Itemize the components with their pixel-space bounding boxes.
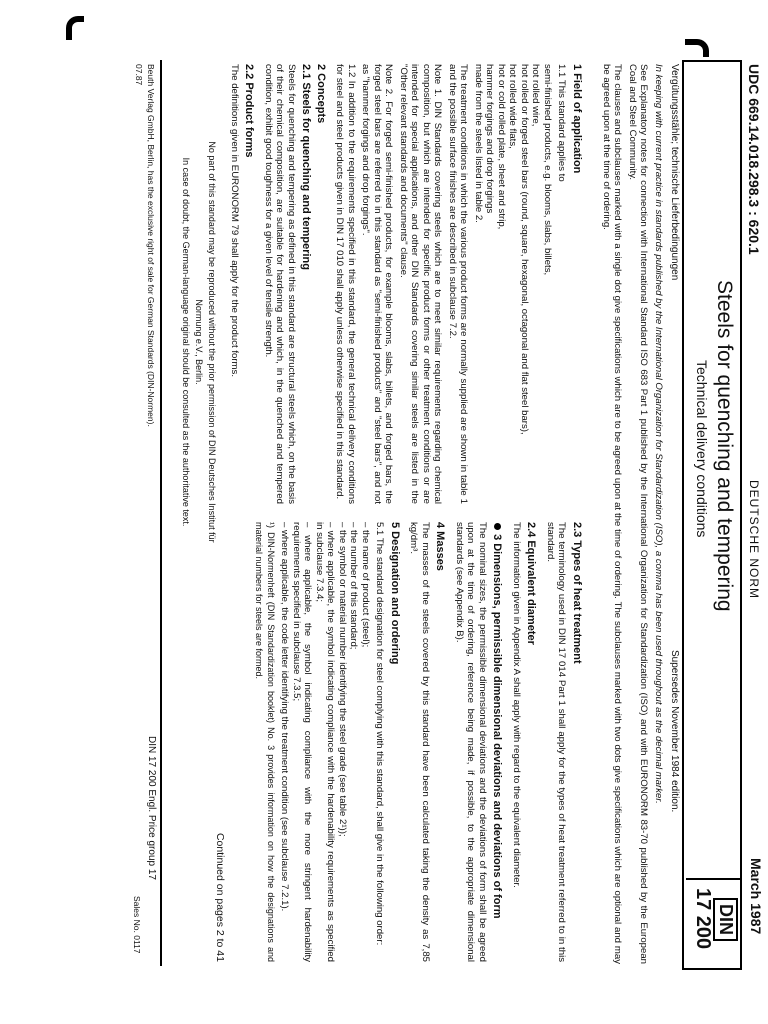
footnote: ¹) DIN-Normenheft (DIN Standardization booklet) No. 3 provides information on how the designations and material numbers for steels are formed. — [254, 522, 276, 962]
single-dot-marker — [494, 523, 501, 530]
notice-line-2: In case of doubt, the German-language original should be consulted as the authoritative text. — [181, 157, 191, 527]
subclause-2-3-title: 2.3 Types of heat treatment — [571, 522, 583, 664]
standard-document — [118, 60, 768, 970]
subclause-1-1: 1.1 This standard applies to — [556, 64, 568, 182]
subclause-2-3: The terminology used in DIN 17 014 Part 1 shall apply for the types of heat treatment referred to in this standard. — [545, 522, 568, 962]
designation-item: – where applicable, the symbol indicating compliance with the hardenability requirements as specified in subclause 7.3.4; — [314, 522, 337, 962]
column-left — [226, 64, 591, 504]
corner-mark-top-right — [685, 39, 709, 57]
section-3-body: The nominal sizes, the permissible dimensional deviations and the deviations of form shall be agreed upon at the time of ordering, reference being made, if possible, to the appropriate dimensional standards (see Appendix B). — [454, 522, 488, 962]
deutsche-norm-label: DEUTSCHE NORM — [747, 480, 761, 600]
product-item: hot rolled or forged steel bars (round, square, hexagonal, octagonal and flat steel bars), — [519, 64, 530, 435]
subclause-1-2: 1.2 In addition to the requirements specified in this standard, the general technical delivery conditions for steel and steel products given in DIN 17 010 shall apply unless otherwise specified in this standard. — [334, 64, 357, 504]
continued-note: Continued on pages 2 to 41 — [214, 832, 226, 962]
subclause-2-1-title: 2.1 Steels for quenching and tempering — [300, 64, 313, 270]
header-row — [744, 60, 764, 970]
corner-mark-top-left — [66, 16, 84, 40]
note-1: Note 1. DIN Standards covering steels which are to meet similar requirements regarding chemical composition, but which are intended for specific product forms or other treatment conditions or are intended for special applications, and other DIN Standards covering similar steels are listed in the "Other relevant standards and documents" clause. — [398, 64, 444, 504]
date-code: 07.87 — [134, 64, 144, 86]
product-item: hot rolled wide flats, — [507, 64, 519, 149]
section-4-title: 4 Masses — [434, 522, 447, 571]
footer-rule — [160, 60, 162, 966]
document-subtitle: Technical delivery conditions — [694, 360, 710, 538]
intro-clauses: The clauses and subclauses marked with a single dot give specifications which are to be agreed upon at the time of ordering. The subclauses marked with two dots give specifications which are optional and may be agreed upon at the time of ordering. — [601, 64, 624, 964]
note-2: Note 2. For forged semi-finished products, for example blooms, slabs, billets, and forged bars, the forged steel bars are referred to in this standard as "semi-finished products" and "steel bars", and not as "hammer forgings and drop forgings". — [360, 64, 395, 504]
intro-practice: In keeping with current practice in standards published by the International Organization for Standardization (ISO), a comma has been used throughout as the decimal marker. — [653, 64, 664, 804]
intro-block — [598, 64, 665, 964]
publication-date: March 1987 — [748, 858, 764, 935]
section-4-body: The masses of the steels covered by this standard have been calculated taking the density as 7,85 kg/dm³. — [408, 522, 431, 962]
designation-item: – the number of this standard; — [348, 522, 360, 650]
german-title: Vergütungsstähle; technische Lieferbedingungen — [669, 64, 680, 281]
designation-item: – where applicable, the symbol indicating compliance with the more stringent hardenability requirements specified in subclause 7.3.5; — [291, 522, 314, 962]
subclause-2-2: The definitions given in EURONORM 79 shall apply for the product forms. — [229, 64, 240, 378]
section-1-title: 1 Field of application — [571, 64, 583, 174]
product-item: hot or cold rolled plate, sheet and strip, — [496, 64, 507, 230]
subclause-2-4: The information given in Appendix A shall apply with regard to the equivalent diameter. — [511, 522, 522, 888]
section-2-title: 2 Concepts — [315, 64, 327, 124]
designation-item: – the name of product (steel); — [360, 522, 371, 648]
subclause-2-4-title: 2.4 Equivalent diameter — [525, 522, 538, 645]
subclause-5-1: 5.1 The standard designation for steel complying with this standard, shall give in the following order: — [374, 522, 386, 946]
supersedes-note: Supersedes November 1984 edition. — [669, 650, 680, 813]
section-3-title — [491, 522, 503, 962]
document-title: Steels for quenching and tempering — [713, 280, 736, 612]
column-right — [211, 522, 591, 962]
price-group: DIN 17 200 Engl. Price group 17 — [146, 736, 157, 880]
intro-explanatory: See Explanatory notes for connection with International Standard ISO 683 Part 1 published by the International Organization for Standardization (ISO) and with EURONORM 83-70 published by the European Coal and Steel Community. — [627, 64, 650, 964]
product-item: hot rolled wire, — [530, 64, 542, 127]
product-item: semi-finished products, e.g. blooms, slabs, billets, — [542, 64, 553, 276]
subclause-2-1: Steels for quenching and tempering as defined in this standard are structural steels which, on the basis of their chemical composition, are suitable for hardening and which, in the quenched and tempered condition, exhibit good toughness for a given level of tensile strength. — [263, 64, 297, 504]
sales-number: Sales No. 0117 — [132, 896, 142, 954]
din-number: 17 200 — [692, 888, 714, 950]
subclause-2-2-title: 2.2 Product forms — [243, 64, 256, 158]
beuth-notice: Beuth Verlag GmbH, Berlin, has the exclusive right of sale for German Standards (DIN-Normen). — [146, 64, 156, 427]
udc-number: UDC 669.14.018.298.3 : 620.1 — [746, 64, 762, 255]
section-5-title: 5 Designation and ordering — [389, 522, 401, 665]
subclause-1-1-tail: The treatment conditions in which the various product forms are normally supplied are shown in table 1 and the possible surface finishes are described in subclause 7.2. — [447, 64, 470, 504]
designation-item: – the symbol or material number identifying the steel grade (see table 2¹)); — [337, 522, 348, 837]
section-3-title-text: 3 Dimensions, permissible dimensional deviations and deviations of form — [491, 534, 504, 919]
din-logo: DIN — [713, 898, 738, 941]
designation-item: – where applicable, the code letter identifying the treatment condition (see subclause 7.2.1). — [279, 522, 291, 912]
notice-line-1: No part of this standard may be reproduced without the prior permission of DIN Deutsches Institut für Normung e.V., Berlin. — [194, 141, 217, 543]
product-item: made from the steels listed in table 2. — [473, 64, 484, 223]
product-item: hammer forgings and drop forgings — [484, 64, 496, 214]
